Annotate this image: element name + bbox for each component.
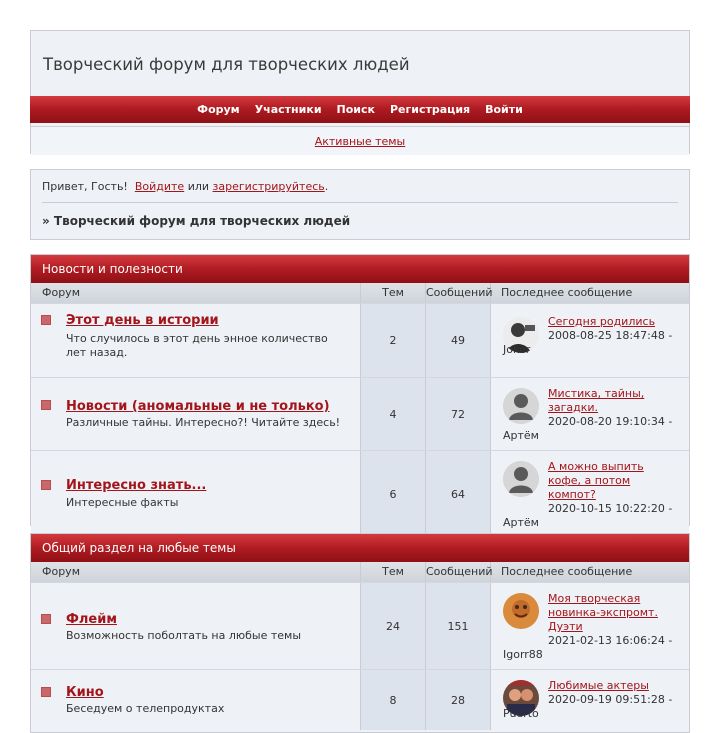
breadcrumb[interactable]: » Творческий форум для творческих людей <box>42 214 351 228</box>
col-last-post: Последнее сообщение <box>501 286 633 299</box>
column-header <box>31 283 689 303</box>
category-title[interactable]: Общий раздел на любые темы <box>31 534 689 562</box>
last-post-link[interactable]: Сегодня родились <box>548 315 656 328</box>
forum-cell <box>31 451 361 537</box>
last-post-cell <box>491 378 689 450</box>
forum-cell <box>31 304 361 377</box>
forum-description: Возможность поболтать на любые темы <box>66 629 302 642</box>
active-topics-link[interactable]: Активные темы <box>314 134 406 148</box>
forum-cell <box>31 378 361 450</box>
last-post-info <box>503 460 677 530</box>
last-post-link[interactable]: А можно выпить кофе, а потом компот? <box>548 460 644 501</box>
forum-cell <box>31 583 361 669</box>
last-post-meta: 2020-09-19 09:51:28 - Puerto <box>503 693 673 720</box>
forum-row <box>31 303 689 377</box>
greeting-panel <box>30 169 690 240</box>
col-posts: Сообщений <box>426 283 491 303</box>
forum-link[interactable]: Интересно знать... <box>66 478 207 493</box>
last-post-cell <box>491 670 689 730</box>
column-header <box>31 562 689 582</box>
forum-link[interactable]: Новости (аномальные и не только) <box>66 399 330 414</box>
forum-row <box>31 377 689 450</box>
topics-count: 2 <box>361 304 426 377</box>
category-news <box>30 254 690 529</box>
forum-status-icon <box>41 687 51 697</box>
last-post-cell <box>491 451 689 537</box>
topics-count: 4 <box>361 378 426 450</box>
forum-status-icon <box>41 315 51 325</box>
posts-count: 49 <box>426 304 491 377</box>
subnav <box>31 126 689 155</box>
last-post-link[interactable]: Мистика, тайны, загадки. <box>548 387 645 414</box>
last-post-link[interactable]: Моя творческая новинка-экспромт. Дуэти <box>548 592 658 633</box>
posts-count: 151 <box>426 583 491 669</box>
nav-members[interactable]: Участники <box>254 103 322 116</box>
col-topics: Тем <box>361 283 426 303</box>
last-post-info <box>503 592 677 662</box>
forum-row <box>31 450 689 537</box>
col-forum: Форум <box>31 562 361 582</box>
col-posts: Сообщений <box>426 562 491 582</box>
forum-row <box>31 582 689 669</box>
last-post-cell <box>491 304 689 377</box>
last-post-cell <box>491 583 689 669</box>
last-post-info <box>503 387 677 443</box>
forum-status-icon <box>41 480 51 490</box>
last-post-link[interactable]: Любимые актеры <box>548 679 649 692</box>
site-title: Творческий форум для творческих людей <box>43 55 410 74</box>
last-post-meta: 2020-10-15 10:22:20 - Артём <box>503 502 673 529</box>
greeting-text: Привет, Гость! <box>42 180 128 193</box>
register-link[interactable]: зарегистрируйтесь <box>212 180 325 193</box>
posts-count: 72 <box>426 378 491 450</box>
forum-status-icon <box>41 614 51 624</box>
forum-status-icon <box>41 400 51 410</box>
forum-link[interactable]: Этот день в истории <box>66 313 219 328</box>
topics-count: 8 <box>361 670 426 730</box>
category-title[interactable]: Новости и полезности <box>31 255 689 283</box>
divider <box>42 202 678 203</box>
forum-link[interactable]: Флейм <box>66 612 117 627</box>
greeting-line <box>42 180 328 193</box>
forum-description: Беседуем о телепродуктах <box>66 702 225 715</box>
main-navbar <box>30 96 690 123</box>
forum-cell <box>31 670 361 730</box>
forum-description: Различные тайны. Интересно?! Читайте здесь! <box>66 416 341 429</box>
last-post-meta: 2008-08-25 18:47:48 - Joker <box>503 329 673 356</box>
col-last-post: Последнее сообщение <box>501 565 633 578</box>
posts-count: 64 <box>426 451 491 537</box>
forum-description: Интересные факты <box>66 496 179 509</box>
col-topics: Тем <box>361 562 426 582</box>
forum-description: Что случилось в этот день энное количество лет назад. <box>66 332 328 359</box>
last-post-meta: 2020-08-20 19:10:34 - Артём <box>503 415 673 442</box>
nav-register[interactable]: Регистрация <box>390 103 471 116</box>
last-post-info <box>503 679 677 721</box>
nav-search[interactable]: Поиск <box>336 103 375 116</box>
greeting-suffix: . <box>324 180 329 193</box>
last-post-meta: 2021-02-13 16:06:24 - Igorr88 <box>503 634 673 661</box>
nav-forum[interactable]: Форум <box>197 103 240 116</box>
col-forum: Форум <box>31 283 361 303</box>
topics-count: 6 <box>361 451 426 537</box>
forum-link[interactable]: Кино <box>66 685 104 700</box>
greeting-or: или <box>187 180 210 193</box>
posts-count: 28 <box>426 670 491 730</box>
login-link[interactable]: Войдите <box>134 180 185 193</box>
header-panel <box>30 30 690 154</box>
forum-row <box>31 669 689 730</box>
nav-login[interactable]: Войти <box>485 103 523 116</box>
last-post-info <box>503 315 677 357</box>
category-general <box>30 533 690 733</box>
topics-count: 24 <box>361 583 426 669</box>
